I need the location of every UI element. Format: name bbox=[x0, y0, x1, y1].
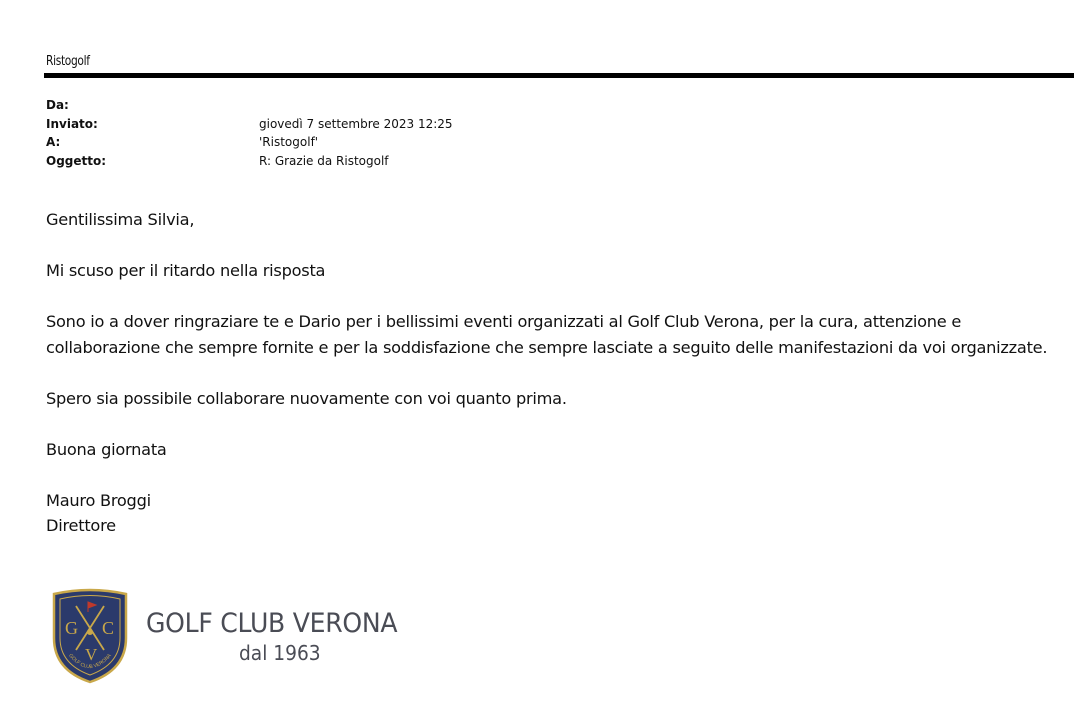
crest-letter-c: C bbox=[102, 618, 115, 638]
meta-key: Inviato: bbox=[46, 116, 98, 131]
golf-crest-icon bbox=[48, 588, 132, 684]
meta-key: A: bbox=[46, 135, 61, 149]
club-name: GOLF CLUB VERONA bbox=[146, 608, 398, 639]
meta-value: R: Grazie da Ristogolf bbox=[259, 153, 389, 168]
crest-ring-text: GOLF CLUB VERONA bbox=[67, 652, 113, 671]
signature-name: Mauro Broggi bbox=[46, 490, 151, 510]
meta-row-from bbox=[46, 96, 453, 115]
greeting: Gentilissima Silvia, bbox=[46, 210, 195, 229]
signature-title: Direttore bbox=[46, 516, 116, 535]
club-since: dal 1963 bbox=[239, 641, 321, 665]
logo-wordmark bbox=[146, 608, 416, 665]
meta-value: giovedì 7 settembre 2023 12:25 bbox=[259, 116, 453, 131]
email-body bbox=[46, 207, 1056, 539]
paragraph-thanks: Sono io a dover ringraziare te e Dario per i bellissimi eventi organizzati al Golf Club Verona, per la cura, attenzione e collaborazione che sempre fornite e per la soddisfazione che sempre lasciate a seguito delle manifestazioni da voi organizzate. bbox=[46, 312, 1048, 357]
meta-row-to bbox=[46, 133, 453, 152]
meta-value: 'Ristogolf' bbox=[259, 135, 319, 149]
club-logo bbox=[48, 588, 416, 684]
paragraph-apology: Mi scuso per il ritardo nella risposta bbox=[46, 261, 326, 280]
crest-letter-g: G bbox=[65, 618, 78, 638]
header-divider bbox=[44, 73, 1074, 78]
meta-row-sent bbox=[46, 115, 453, 134]
email-meta bbox=[46, 96, 453, 170]
meta-key: Da: bbox=[46, 98, 69, 112]
crest-letter-v: V bbox=[85, 645, 98, 664]
meta-row-subject bbox=[46, 152, 453, 171]
paragraph-hope: Spero sia possibile collaborare nuovamente con voi quanto prima. bbox=[46, 388, 567, 408]
closing: Buona giornata bbox=[46, 439, 167, 459]
meta-key: Oggetto: bbox=[46, 153, 107, 168]
sender-name: Ristogolf bbox=[46, 54, 90, 69]
